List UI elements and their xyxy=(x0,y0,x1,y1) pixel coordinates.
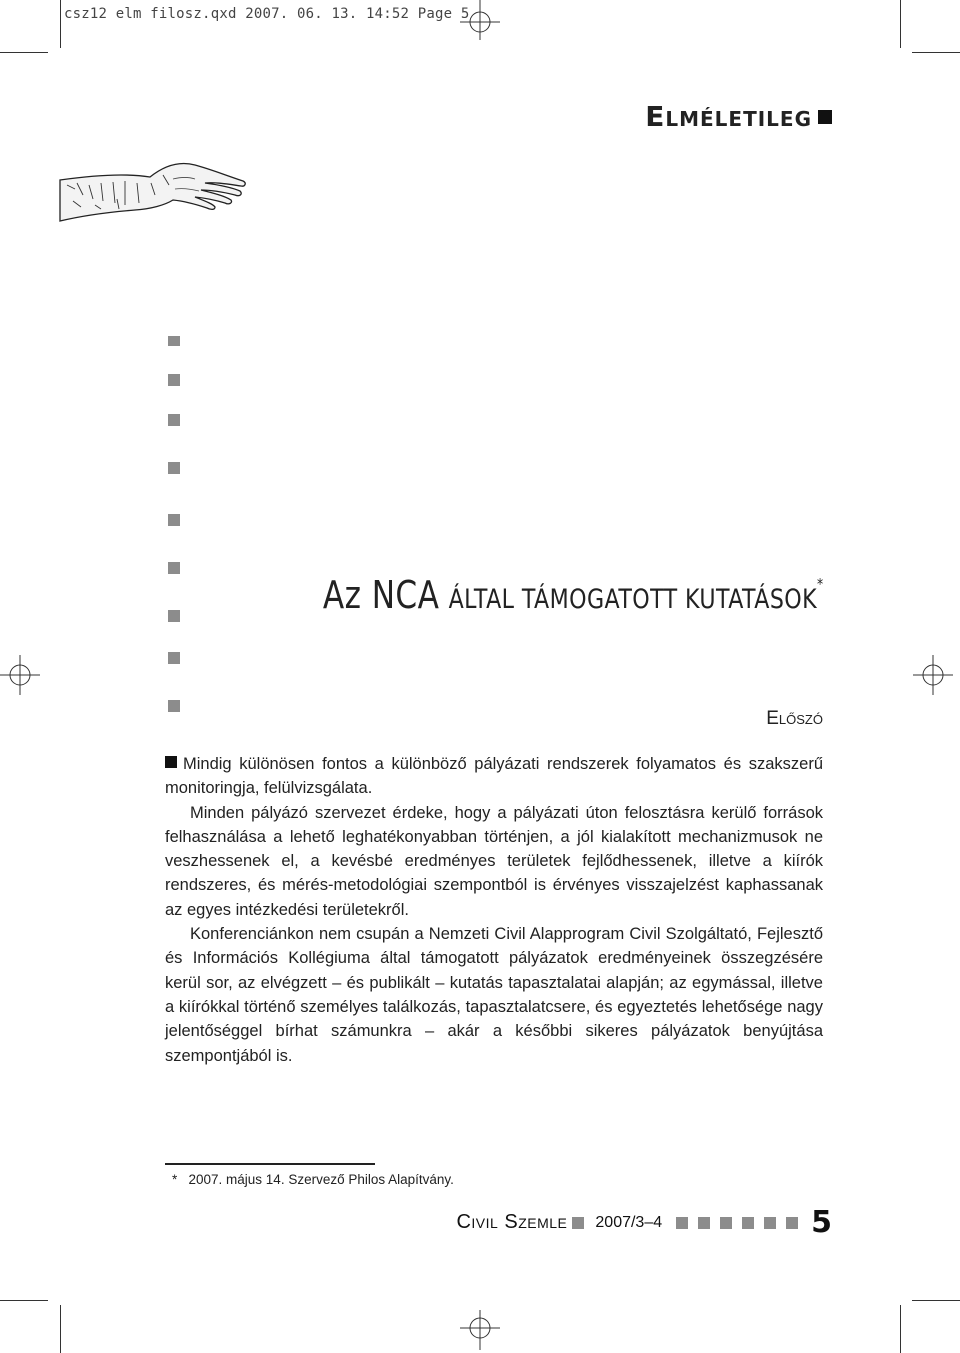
crosshair-registration-icon xyxy=(460,1310,500,1350)
magazine-name: Civil Szemle xyxy=(456,1211,568,1233)
footnote-rule xyxy=(165,1163,375,1165)
article-title-lead: Az NCA xyxy=(323,573,440,617)
grey-square-bullet-icon xyxy=(720,1217,732,1229)
crosshair-registration-icon xyxy=(913,655,953,695)
grey-square-bullet-icon xyxy=(168,462,180,474)
grey-square-bullet-icon xyxy=(168,414,180,426)
grey-square-bullet-icon xyxy=(168,514,180,526)
grey-square-bullet-icon xyxy=(168,652,180,664)
crosshair-registration-icon xyxy=(460,0,500,40)
grey-square-bullet-icon xyxy=(786,1217,798,1229)
grey-square-bullet-icon xyxy=(676,1217,688,1229)
article-body xyxy=(165,752,823,1068)
black-square-icon xyxy=(818,110,832,124)
issue-number: 2007/3–4 xyxy=(595,1213,663,1231)
grey-square-bullet-icon xyxy=(168,374,180,386)
grey-square-bullet-icon xyxy=(168,610,180,622)
crosshair-registration-icon xyxy=(0,655,40,695)
paragraph: Konferenciánkon nem csupán a Nemzeti Civil Alapprogram Civil Szolgáltató, Fejlesztő és Információs Kollégiuma által támogatott pályázatok eredményeinek összegzésére kerül sor, az elvégzett – és publikált – kutatás tapasztalatai alapján; az egymással, illetve a kiírókkal történő személyes találkozás, tapasztalatcsere, és egyeztetés lehetősége nagy jelentőséggel bírhat számunkra – akár a későbbi sikeres pályázatok benyújtása szempontjából is. xyxy=(165,925,823,1065)
subheading-text: Előszó xyxy=(766,708,823,729)
footnote-marker: * xyxy=(817,575,824,593)
grey-square-bullet-icon xyxy=(698,1217,710,1229)
paragraph: Minden pályázó szervezet érdeke, hogy a pályázati úton felosztásra kerülő források felhasználása a lehető leghatékonyabban történjen, a jól kialakított mechanizmusok ne veszhessenek el, a kevésbé eredményes területek fejlődhessenek, illetve a kiírók rendszeres, és mérés-metodológiai szempontból is érvényes visszajelzést kaphassanak az egyes intézkedési területekről. xyxy=(165,803,823,919)
footnote: * 2007. május 14. Szervező Philos Alapítvány. xyxy=(172,1172,454,1187)
section-heading xyxy=(645,100,832,133)
grey-square-bullet-icon xyxy=(764,1217,776,1229)
grey-square-bullet-icon xyxy=(572,1217,584,1229)
grey-square-bullet-icon xyxy=(168,336,180,346)
article-title-rest: ÁLTAL TÁMOGATOTT KUTATÁSOK xyxy=(449,584,818,615)
article-title xyxy=(323,573,824,617)
grey-square-bullet-icon xyxy=(168,700,180,712)
section-title: Elméletileg xyxy=(645,100,812,133)
grey-square-bullet-icon xyxy=(742,1217,754,1229)
grey-square-bullet-icon xyxy=(168,562,180,574)
page-footer xyxy=(456,1205,832,1240)
page-number: 5 xyxy=(811,1205,832,1240)
subheading xyxy=(766,708,823,730)
black-square-icon xyxy=(165,756,177,768)
paragraph-text: Mindig különösen fontos a különböző pályázati rendszerek folyamatos és szakszerű monitoringja, felülvizsgálata. xyxy=(165,755,823,798)
print-slug: csz12 elm filosz.qxd 2007. 06. 13. 14:52 Page 5 xyxy=(64,6,470,22)
hand-illustration-icon xyxy=(55,155,250,235)
paragraph xyxy=(165,752,823,801)
